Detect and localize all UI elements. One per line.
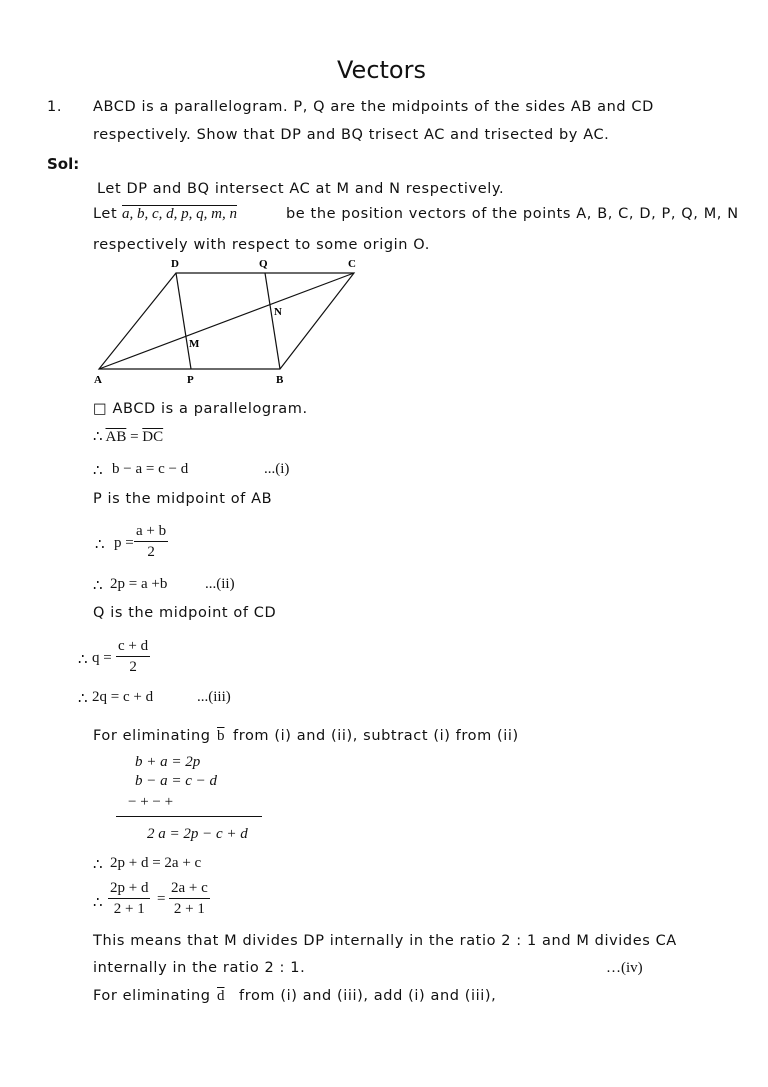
label-p: P <box>187 374 194 386</box>
equation-3-tag: ...(iii) <box>197 689 231 705</box>
equals-symbol: = <box>130 429 139 445</box>
page-title: Vectors <box>337 56 426 84</box>
segment-dp <box>176 273 191 369</box>
subtraction-signs: − + − + <box>128 794 174 810</box>
result-fraction-right <box>169 880 210 918</box>
result-fraction-left <box>108 880 150 918</box>
q-denominator: 2 <box>129 659 137 675</box>
eliminate-b-rest: from (i) and (ii), subtract (i) from (ii) <box>233 728 519 744</box>
p-midpoint-text: P is the midpoint of AB <box>93 491 273 507</box>
p-numerator: a + b <box>134 523 168 542</box>
p-denominator: 2 <box>147 544 155 560</box>
q-midpoint-text: Q is the midpoint of CD <box>93 605 277 621</box>
label-d: D <box>171 258 179 270</box>
q-equals: q = <box>92 650 112 666</box>
eliminate-d-var: $\overline{d}$ <box>217 988 225 1004</box>
equation-2-tag: ...(ii) <box>205 576 235 592</box>
result-equals: = <box>157 891 166 907</box>
eliminate-d-rest: from (i) and (iii), add (i) and (iii), <box>239 988 497 1004</box>
p-fraction <box>134 523 168 561</box>
intro-let: Let <box>93 206 118 222</box>
therefore-symbol: ∴ <box>93 429 103 445</box>
left-denominator: 2 + 1 <box>113 901 145 917</box>
intro-line-2: be the position vectors of the points A, B, C, D, P, Q, M, N <box>286 206 739 222</box>
label-c: C <box>348 258 356 270</box>
p-equals: p = <box>114 535 134 551</box>
label-b: B <box>276 374 284 386</box>
subtraction-row-1: b + a = 2p <box>135 754 201 770</box>
conclusion-line-2: internally in the ratio 2 : 1. <box>93 960 306 976</box>
left-numerator: 2p + d <box>108 880 150 899</box>
therefore-symbol: ∴ <box>93 895 103 911</box>
therefore-symbol: ∴ <box>78 652 88 668</box>
therefore-symbol: ∴ <box>93 578 103 594</box>
equation-1: b − a = c − d <box>112 461 189 477</box>
vector-dc: $\overline{DC}$ <box>142 429 164 445</box>
label-a: A <box>94 374 102 386</box>
question-line-2: respectively. Show that DP and BQ trisect AC and trisected by AC. <box>93 127 610 143</box>
subtraction-rule <box>116 816 262 817</box>
equation-4-tag: …(iv) <box>606 960 643 976</box>
result-equation-1: 2p + d = 2a + c <box>110 855 202 871</box>
subtraction-row-2: b − a = c − d <box>135 773 218 789</box>
label-q: Q <box>259 258 268 270</box>
equation-1-tag: ...(i) <box>264 461 290 477</box>
therefore-symbol: ∴ <box>93 463 103 479</box>
q-fraction <box>116 638 150 676</box>
therefore-symbol: ∴ <box>95 537 105 553</box>
intro-line-1: Let DP and BQ intersect AC at M and N respectively. <box>97 181 505 197</box>
vector-ab: $\overline{AB}$ <box>105 429 127 445</box>
eliminate-d-text: For eliminating <box>93 988 211 1004</box>
equation-2: 2p = a +b <box>110 576 168 592</box>
q-numerator: c + d <box>116 638 150 657</box>
therefore-symbol: ∴ <box>78 691 88 707</box>
ab-equals-dc <box>93 427 163 446</box>
question-number: 1. <box>47 99 63 115</box>
parallelogram-statement: □ ABCD is a parallelogram. <box>93 401 308 417</box>
vector-list: a, b, c, d, p, q, m, n <box>122 206 237 222</box>
solution-label: Sol: <box>47 155 80 173</box>
position-vectors <box>122 206 237 223</box>
equation-3: 2q = c + d <box>92 689 154 705</box>
eliminate-b-var: $\overline{b}$ <box>217 728 225 744</box>
eliminate-b-text: For eliminating <box>93 728 211 744</box>
question-line-1: ABCD is a parallelogram. P, Q are the midpoints of the sides AB and CD <box>93 99 654 115</box>
subtraction-result: 2 a = 2p − c + d <box>147 826 248 842</box>
right-numerator: 2a + c <box>169 880 210 899</box>
segment-bq <box>265 273 280 369</box>
therefore-symbol: ∴ <box>93 857 103 873</box>
parallelogram-figure <box>90 254 370 390</box>
label-m: M <box>189 338 200 350</box>
label-n: N <box>274 306 282 318</box>
conclusion-line-1: This means that M divides DP internally in the ratio 2 : 1 and M divides CA <box>93 933 677 949</box>
intro-line-3: respectively with respect to some origin O. <box>93 237 430 253</box>
right-denominator: 2 + 1 <box>173 901 205 917</box>
